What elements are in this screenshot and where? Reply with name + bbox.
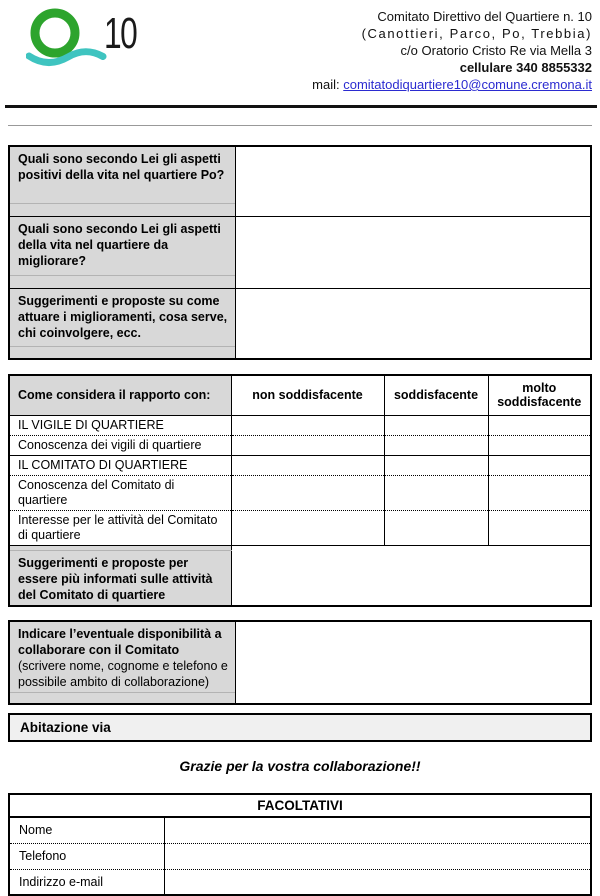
rating-cell-interesse-molto[interactable] (488, 510, 591, 545)
question-spacer (9, 275, 235, 288)
availability-label-normal: (scrivere nome, cognome e telefono e possibile ambito di collaborazione) (18, 658, 228, 689)
answer-cell-availability[interactable] (235, 621, 591, 705)
rating-cell-interesse-non-soddisfacente[interactable] (231, 510, 384, 545)
availability-table (8, 620, 592, 706)
field-label-nome: Nome (9, 817, 164, 843)
address-bar-label: Abitazione via (20, 720, 111, 735)
footer-label-suggestions: Suggerimenti e proposte per essere più informati sulle attività del Comitato di quartiere (9, 550, 231, 606)
field-input-nome[interactable] (164, 817, 591, 843)
field-label-telefono: Telefono (9, 843, 164, 869)
column-header-non-soddisfacente: non soddisfacente (231, 375, 384, 415)
availability-label (9, 621, 235, 693)
q-swoosh-icon (26, 4, 108, 68)
committee-address-block (312, 8, 592, 93)
rating-cell-conoscenza-vigili-molto[interactable] (488, 435, 591, 455)
rating-cell-conoscenza-comitato-non-soddisfacente[interactable] (231, 475, 384, 510)
row-label-interesse: Interesse per le attività del Comitato di quartiere (9, 510, 231, 545)
question-positive-aspects: Quali sono secondo Lei gli aspetti positivi della vita nel quartiere Po? (9, 146, 235, 203)
rating-cell-vigile-soddisfacente[interactable] (384, 415, 488, 435)
rating-cell-comitato-soddisfacente[interactable] (384, 455, 488, 475)
mail-label: mail: (312, 77, 344, 92)
rating-cell-vigile-molto[interactable] (488, 415, 591, 435)
rating-cell-conoscenza-vigili-non-soddisfacente[interactable] (231, 435, 384, 455)
field-input-telefono[interactable] (164, 843, 591, 869)
availability-spacer (9, 692, 235, 704)
committee-phone: cellulare 340 8855332 (459, 60, 592, 75)
page-header (0, 0, 600, 105)
open-questions-table (8, 145, 592, 360)
thanks-message: Grazie per la vostra collaborazione!! (179, 758, 421, 774)
rating-cell-comitato-non-soddisfacente[interactable] (231, 455, 384, 475)
rating-cell-conoscenza-comitato-molto[interactable] (488, 475, 591, 510)
logo-number: 10 (104, 9, 137, 58)
row-label-conoscenza-comitato: Conoscenza del Comitato di quartiere (9, 475, 231, 510)
row-label-vigile: IL VIGILE DI QUARTIERE (9, 415, 231, 435)
rating-cell-conoscenza-vigili-soddisfacente[interactable] (384, 435, 488, 455)
rating-cell-vigile-non-soddisfacente[interactable] (231, 415, 384, 435)
committee-location: c/o Oratorio Cristo Re via Mella 3 (400, 43, 592, 58)
answer-cell-positive-aspects[interactable] (235, 146, 591, 216)
question-spacer (9, 203, 235, 216)
rating-table (8, 374, 592, 607)
divider-thin (8, 125, 592, 126)
field-input-email[interactable] (164, 869, 591, 895)
rating-cell-conoscenza-comitato-soddisfacente[interactable] (384, 475, 488, 510)
divider-thick (5, 105, 597, 108)
answer-cell-informed-suggestions[interactable] (231, 545, 591, 606)
address-bar[interactable] (8, 713, 592, 742)
row-label-conoscenza-vigili: Conoscenza dei vigili di quartiere (9, 435, 231, 455)
rating-header-label: Come considera il rapporto con: (9, 375, 231, 415)
row-label-comitato: IL COMITATO DI QUARTIERE (9, 455, 231, 475)
mail-link[interactable]: comitatodiquartiere10@comune.cremona.it (343, 77, 592, 92)
question-suggestions: Suggerimenti e proposte su come attuare i miglioramenti, cosa serve, chi coinvolgere, ecc. (9, 288, 235, 346)
optional-table-title: FACOLTATIVI (9, 794, 591, 817)
availability-label-bold: Indicare l’eventuale disponibilità a collaborare con il Comitato (18, 626, 222, 657)
answer-cell-suggestions[interactable] (235, 288, 591, 359)
column-header-molto-soddisfacente: molto soddisfacente (488, 375, 591, 415)
rating-cell-interesse-soddisfacente[interactable] (384, 510, 488, 545)
column-header-soddisfacente: soddisfacente (384, 375, 488, 415)
committee-mail-line (312, 76, 592, 93)
q10-logo (26, 4, 149, 68)
optional-info-table (8, 793, 592, 896)
committee-zones: (Canottieri, Parco, Po, Trebbia) (361, 26, 592, 41)
committee-name: Comitato Direttivo del Quartiere n. 10 (377, 9, 592, 24)
field-label-email: Indirizzo e-mail (9, 869, 164, 895)
rating-cell-comitato-molto[interactable] (488, 455, 591, 475)
question-spacer (9, 346, 235, 359)
answer-cell-improvements[interactable] (235, 216, 591, 288)
question-improvements: Quali sono secondo Lei gli aspetti della vita nel quartiere da migliorare? (9, 216, 235, 275)
